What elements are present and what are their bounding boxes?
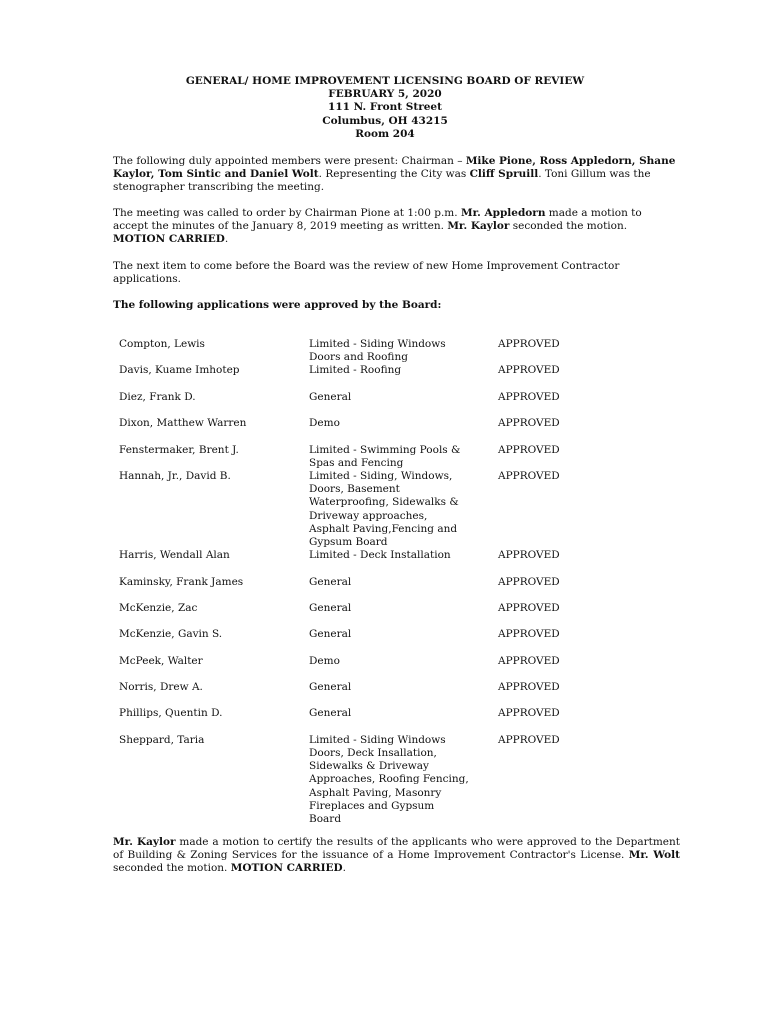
approval-status: APPROVED: [498, 549, 560, 562]
license-type: General: [309, 628, 352, 641]
license-type: Limited - Siding, Windows, Doors, Basement Waterproofing, Sidewalks & Driveway approaches, Asphalt Paving,Fencing and Gypsum Board: [309, 469, 459, 548]
applicant-name: Kaminsky, Frank James: [119, 575, 244, 588]
closing-motion-maker: Mr. Kaylor: [113, 836, 176, 848]
closing-text-2: seconded the motion.: [113, 862, 231, 875]
motion-maker: Mr. Appledorn: [460, 207, 546, 219]
approval-status: APPROVED: [498, 707, 560, 720]
approval-status: APPROVED: [498, 417, 560, 430]
application-row: [119, 549, 579, 575]
approval-status: APPROVED: [498, 733, 560, 746]
application-row: [119, 338, 579, 364]
approval-status: APPROVED: [498, 601, 560, 614]
approval-status: APPROVED: [498, 654, 560, 667]
application-row: [119, 602, 579, 628]
approval-status: APPROVED: [498, 469, 560, 482]
approval-status: APPROVED: [498, 628, 560, 641]
closing-text-3: .: [342, 862, 346, 875]
motion-result: MOTION CARRIED: [113, 233, 225, 246]
application-row: [119, 707, 579, 733]
applicant-name: Hannah, Jr., David B.: [119, 469, 231, 482]
applicant-name: Compton, Lewis: [119, 338, 205, 350]
applicant-name: Norris, Drew A.: [119, 681, 203, 694]
application-row: [119, 628, 579, 654]
approval-status: APPROVED: [498, 443, 560, 456]
applicant-name: Fenstermaker, Brent J.: [119, 443, 239, 456]
approval-status: APPROVED: [498, 390, 560, 403]
license-type: Demo: [309, 417, 340, 430]
approval-status: APPROVED: [498, 338, 560, 350]
application-row: [119, 734, 579, 826]
application-row: [119, 417, 579, 443]
applicant-name: Diez, Frank D.: [119, 390, 196, 403]
license-type: General: [309, 575, 352, 588]
next-item-paragraph: The next item to come before the Board was the review of new Home Improvement Contractor applications.: [113, 260, 620, 286]
application-row: [119, 576, 579, 602]
applicant-name: Sheppard, Taria: [119, 733, 205, 746]
applicant-name: Dixon, Matthew Warren: [119, 417, 247, 430]
attendance-text-1: The following duly appointed members were present: Chairman –: [113, 155, 466, 167]
license-type: Limited - Siding Windows Doors and Roofing: [309, 338, 446, 364]
call-to-order-text-1: The meeting was called to order by Chairman Pione at 1:00 p.m.: [113, 207, 461, 219]
meeting-room: Room 204: [355, 127, 415, 140]
attendance-text-3: . Toni Gillum was the stenographer transcribing the meeting.: [113, 168, 651, 194]
approval-status: APPROVED: [498, 681, 560, 694]
applicant-name: McPeek, Walter: [119, 654, 203, 667]
applicant-name: McKenzie, Gavin S.: [119, 628, 223, 641]
board-title: GENERAL/ HOME IMPROVEMENT LICENSING BOARD OF REVIEW: [185, 75, 585, 87]
applicant-name: Davis, Kuame Imhotep: [119, 364, 240, 377]
closing-paragraph: [113, 836, 680, 876]
applications-list: [119, 338, 579, 826]
attendance-paragraph: [113, 155, 680, 195]
applicant-name: McKenzie, Zac: [119, 601, 198, 614]
approval-status: APPROVED: [498, 364, 560, 377]
application-row: [119, 655, 579, 681]
call-to-order-paragraph: [113, 207, 680, 247]
license-type: Limited - Roofing: [309, 364, 402, 377]
license-type: General: [309, 681, 352, 694]
license-type: General: [309, 601, 352, 614]
license-type: Demo: [309, 654, 340, 667]
call-to-order-text-3: seconded the motion.: [509, 220, 628, 233]
license-type: General: [309, 390, 352, 403]
applicant-name: Phillips, Quentin D.: [119, 707, 223, 720]
application-row: [119, 444, 579, 470]
application-row: [119, 391, 579, 417]
license-type: Limited - Swimming Pools & Spas and Fencing: [309, 443, 461, 469]
license-type: Limited - Deck Installation: [309, 549, 451, 562]
attendance-text-2: . Representing the City was: [318, 168, 470, 181]
address-street: 111 N. Front Street: [328, 101, 442, 114]
call-to-order-text-2: made a motion to accept the minutes of the January 8, 2019 meeting as written.: [113, 207, 642, 233]
call-to-order-text-4: .: [224, 233, 229, 246]
address-city: Columbus, OH 43215: [322, 114, 448, 127]
board-members: Mike Pione, Ross Appledorn, Shane Kaylor, Tom Sintic and Daniel Wolt: [113, 155, 676, 181]
meeting-date: FEBRUARY 5, 2020: [328, 88, 442, 101]
document-header: [0, 75, 770, 141]
license-type: General: [309, 707, 352, 720]
application-row: [119, 364, 579, 390]
closing-motion-seconder: Mr. Wolt: [628, 849, 680, 862]
applicant-name: Harris, Wendall Alan: [119, 549, 230, 562]
city-representative: Cliff Spruill: [469, 168, 539, 181]
closing-motion-result: MOTION CARRIED: [230, 862, 343, 875]
approval-status: APPROVED: [498, 575, 560, 588]
application-row: [119, 470, 579, 549]
application-row: [119, 681, 579, 707]
approved-heading: The following applications were approved by the Board:: [113, 299, 442, 311]
motion-seconder: Mr. Kaylor: [447, 220, 510, 233]
license-type: Limited - Siding Windows Doors, Deck Insallation, Sidewalks & Driveway Approaches, Roofing Fencing, Asphalt Paving, Masonry Fireplaces and Gypsum Board: [309, 733, 469, 826]
closing-text-1: made a motion to certify the results of the applicants who were approved to the Department of Building & Zoning Services for the issuance of a Home Improvement Contractor's License.: [113, 836, 681, 862]
